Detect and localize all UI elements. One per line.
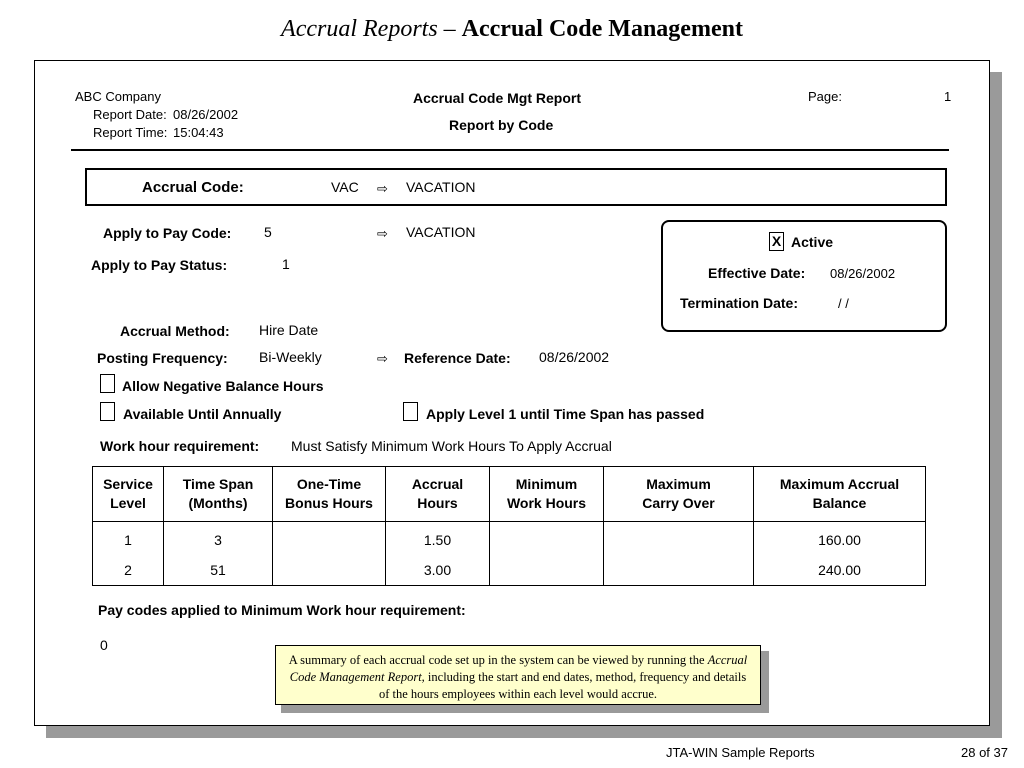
column-header: Time Span (Months) — [164, 467, 273, 522]
accrual-method-label: Accrual Method: — [120, 323, 230, 339]
pay-codes-applied-label: Pay codes applied to Minimum Work hour requirement: — [98, 602, 466, 618]
report-title: Accrual Code Mgt Report — [413, 90, 582, 106]
company-name: ABC Company — [75, 89, 161, 104]
slide-title-section: Accrual Reports – — [281, 16, 462, 42]
table-cell: 240.00 — [754, 555, 926, 586]
report-date-label: Report Date: — [93, 107, 167, 122]
table-cell: 3.00 — [386, 555, 490, 586]
header-divider — [71, 149, 949, 151]
accrual-code: VAC — [331, 179, 359, 195]
slide-title-topic: Accrual Code Management — [461, 16, 743, 42]
allow-negative-label: Allow Negative Balance Hours — [122, 378, 324, 394]
termination-date-label: Termination Date: — [680, 295, 798, 311]
available-until-label: Available Until Annually — [123, 406, 282, 422]
column-header: One-Time Bonus Hours — [273, 467, 386, 522]
report-time: 15:04:43 — [173, 125, 224, 140]
pay-status: 1 — [282, 256, 290, 272]
table-row — [93, 522, 926, 556]
table-row — [93, 555, 926, 586]
posting-frequency-label: Posting Frequency: — [97, 350, 228, 366]
right-arrow-icon: ⇨ — [377, 181, 388, 196]
work-hour-label: Work hour requirement: — [100, 438, 260, 454]
summary-note: A summary of each accrual code set up in the system can be viewed by running the Accrual Code Management Report, including the start and end dates, method, frequency and details of the hours employees within each level would accrue. — [275, 645, 761, 705]
slide-title — [0, 16, 1024, 43]
table-cell — [604, 555, 754, 586]
report-time-label: Report Time: — [93, 125, 168, 140]
footer-title: JTA-WIN Sample Reports — [666, 745, 815, 760]
column-header: Maximum Carry Over — [604, 467, 754, 522]
table-cell: 160.00 — [754, 522, 926, 556]
report-page — [34, 60, 990, 726]
work-hour-value: Must Satisfy Minimum Work Hours To Apply Accrual — [291, 438, 612, 454]
table-cell — [273, 522, 386, 556]
pay-code: 5 — [264, 224, 272, 240]
pay-codes-applied-value: 0 — [100, 637, 108, 653]
active-checkbox — [769, 232, 784, 251]
table-cell — [490, 522, 604, 556]
effective-date-label: Effective Date: — [708, 265, 806, 281]
table-cell: 2 — [93, 555, 164, 586]
right-arrow-icon: ⇨ — [377, 351, 388, 366]
pay-code-label: Apply to Pay Code: — [103, 225, 232, 241]
accrual-method: Hire Date — [259, 322, 319, 338]
table-cell: 51 — [164, 555, 273, 586]
posting-frequency: Bi-Weekly — [259, 349, 322, 365]
active-check-mark: X — [769, 232, 784, 251]
levels-table — [92, 466, 926, 586]
table-cell — [490, 555, 604, 586]
accrual-code-description: VACATION — [406, 179, 476, 195]
active-label: Active — [791, 234, 834, 250]
reference-date-label: Reference Date: — [404, 350, 511, 366]
reference-date: 08/26/2002 — [539, 349, 610, 365]
column-header: Service Level — [93, 467, 164, 522]
column-header: Accrual Hours — [386, 467, 490, 522]
pay-status-label: Apply to Pay Status: — [91, 257, 228, 273]
apply-level-checkbox — [403, 402, 418, 421]
table-cell — [604, 522, 754, 556]
table-cell: 3 — [164, 522, 273, 556]
available-until-checkbox — [100, 402, 115, 421]
effective-date: 08/26/2002 — [830, 266, 896, 281]
levels-table-header — [93, 467, 926, 522]
report-date: 08/26/2002 — [173, 107, 239, 122]
table-cell — [273, 555, 386, 586]
table-cell: 1.50 — [386, 522, 490, 556]
accrual-code-label: Accrual Code: — [142, 179, 244, 196]
table-cell: 1 — [93, 522, 164, 556]
report-subtitle: Report by Code — [449, 117, 554, 133]
page-label: Page: — [808, 89, 842, 104]
column-header: Minimum Work Hours — [490, 467, 604, 522]
termination-date: / / — [838, 296, 849, 311]
footer-page-number: 28 of 37 — [961, 745, 1008, 760]
pay-code-description: VACATION — [406, 224, 476, 240]
column-header: Maximum Accrual Balance — [754, 467, 926, 522]
right-arrow-icon: ⇨ — [377, 226, 388, 241]
page-number: 1 — [944, 89, 952, 104]
allow-negative-checkbox — [100, 374, 115, 393]
apply-level-label: Apply Level 1 until Time Span has passed — [426, 406, 705, 422]
